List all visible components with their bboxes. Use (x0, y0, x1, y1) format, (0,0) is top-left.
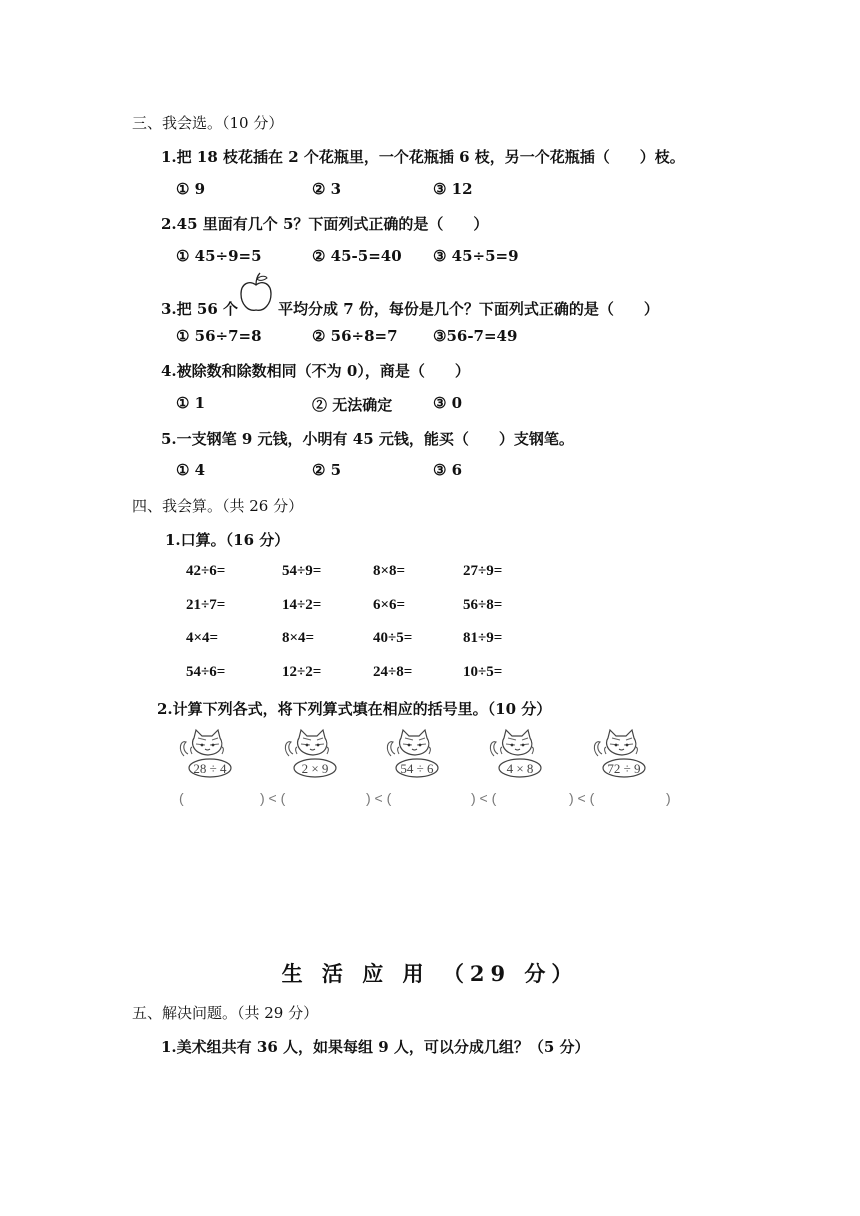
calc-item: 40÷5= (373, 630, 413, 646)
q4-option-3: ③ 0 (433, 394, 463, 412)
life-application-title: 生 活 应 用 （29 分） (281, 961, 579, 986)
calc-item: 14÷2= (282, 597, 322, 613)
section5-heading: 五、解决问题。（共 29 分） (132, 1004, 319, 1022)
q4-option-1: ① 1 (176, 394, 206, 412)
question-4: 4.被除数和除数相同（不为 0），商是（ ） (161, 362, 470, 380)
question-3-start: 3.把 56 个 (161, 300, 238, 318)
calc-item: 4×4= (186, 630, 219, 646)
q2-option-1: ① 45÷9=5 (176, 247, 262, 265)
expression-label: 28 ÷ 4 (193, 761, 227, 776)
answer-bracket: ) (666, 790, 671, 806)
problem-1: 1.美术组共有 36 人，如果每组 9 人，可以分成几组？（5 分） (161, 1038, 590, 1056)
calc-item: 54÷9= (282, 563, 322, 579)
q3-option-1: ① 56÷7=8 (176, 327, 262, 345)
q5-option-1: ① 4 (176, 461, 206, 479)
calc-item: 81÷9= (463, 630, 503, 646)
expression-label: 4 × 8 (506, 761, 534, 776)
section4-heading: 四、我会算。（共 26 分） (132, 497, 304, 515)
q5-option-2: ② 5 (312, 461, 342, 479)
q1-option-2: ② 3 (312, 180, 342, 198)
answer-bracket: ) < ( (569, 790, 595, 806)
calc-item: 8×4= (282, 630, 315, 646)
q3-option-2: ② 56÷8=7 (312, 327, 398, 345)
fill-brackets-heading: 2.计算下列各式，将下列算式填在相应的括号里。（10 分） (157, 700, 552, 718)
answer-bracket: ) < ( (366, 790, 392, 806)
q1-option-1: ① 9 (176, 180, 206, 198)
q3-option-3: ③56-7=49 (433, 327, 518, 345)
q2-option-2: ② 45-5=40 (312, 247, 402, 265)
calc-item: 27÷9= (463, 563, 503, 579)
cat-card-4 (488, 728, 552, 780)
cat-card-1 (178, 728, 242, 780)
question-1: 1.把 18 枝花插在 2 个花瓶里，一个花瓶插 6 枝，另一个花瓶插（ ）枝。 (161, 148, 685, 166)
cat-card-2 (283, 728, 347, 780)
calc-item: 10÷5= (463, 664, 503, 680)
answer-bracket: ) < ( (260, 790, 286, 806)
cat-card-5 (592, 728, 656, 780)
question-5: 5.一支钢笔 9 元钱，小明有 45 元钱，能买（ ）支钢笔。 (161, 430, 574, 448)
question-3-end: 平均分成 7 份，每份是几个？下面列式正确的是（ ） (278, 300, 659, 318)
calc-item: 24÷8= (373, 664, 413, 680)
question-2: 2.45 里面有几个 5？下面列式正确的是（ ） (161, 215, 489, 233)
cat-card-3 (385, 728, 449, 780)
q5-option-3: ③ 6 (433, 461, 463, 479)
answer-bracket: ( (179, 790, 184, 806)
q1-option-3: ③ 12 (433, 180, 473, 198)
calc-item: 12÷2= (282, 664, 322, 680)
calc-item: 56÷8= (463, 597, 503, 613)
expression-label: 54 ÷ 6 (400, 761, 434, 776)
oral-calc-heading: 1.口算。（16 分） (165, 531, 290, 549)
section3-heading: 三、我会选。（10 分） (132, 114, 284, 132)
apple-icon (238, 272, 274, 316)
q4-option-2: ② 无法确定 (312, 396, 393, 414)
calc-item: 42÷6= (186, 563, 226, 579)
calc-item: 54÷6= (186, 664, 226, 680)
calc-item: 21÷7= (186, 597, 226, 613)
calc-item: 8×8= (373, 563, 406, 579)
answer-bracket: ) < ( (471, 790, 497, 806)
q2-option-3: ③ 45÷5=9 (433, 247, 519, 265)
calc-item: 6×6= (373, 597, 406, 613)
expression-label: 2 × 9 (301, 761, 329, 776)
expression-label: 72 ÷ 9 (607, 761, 641, 776)
